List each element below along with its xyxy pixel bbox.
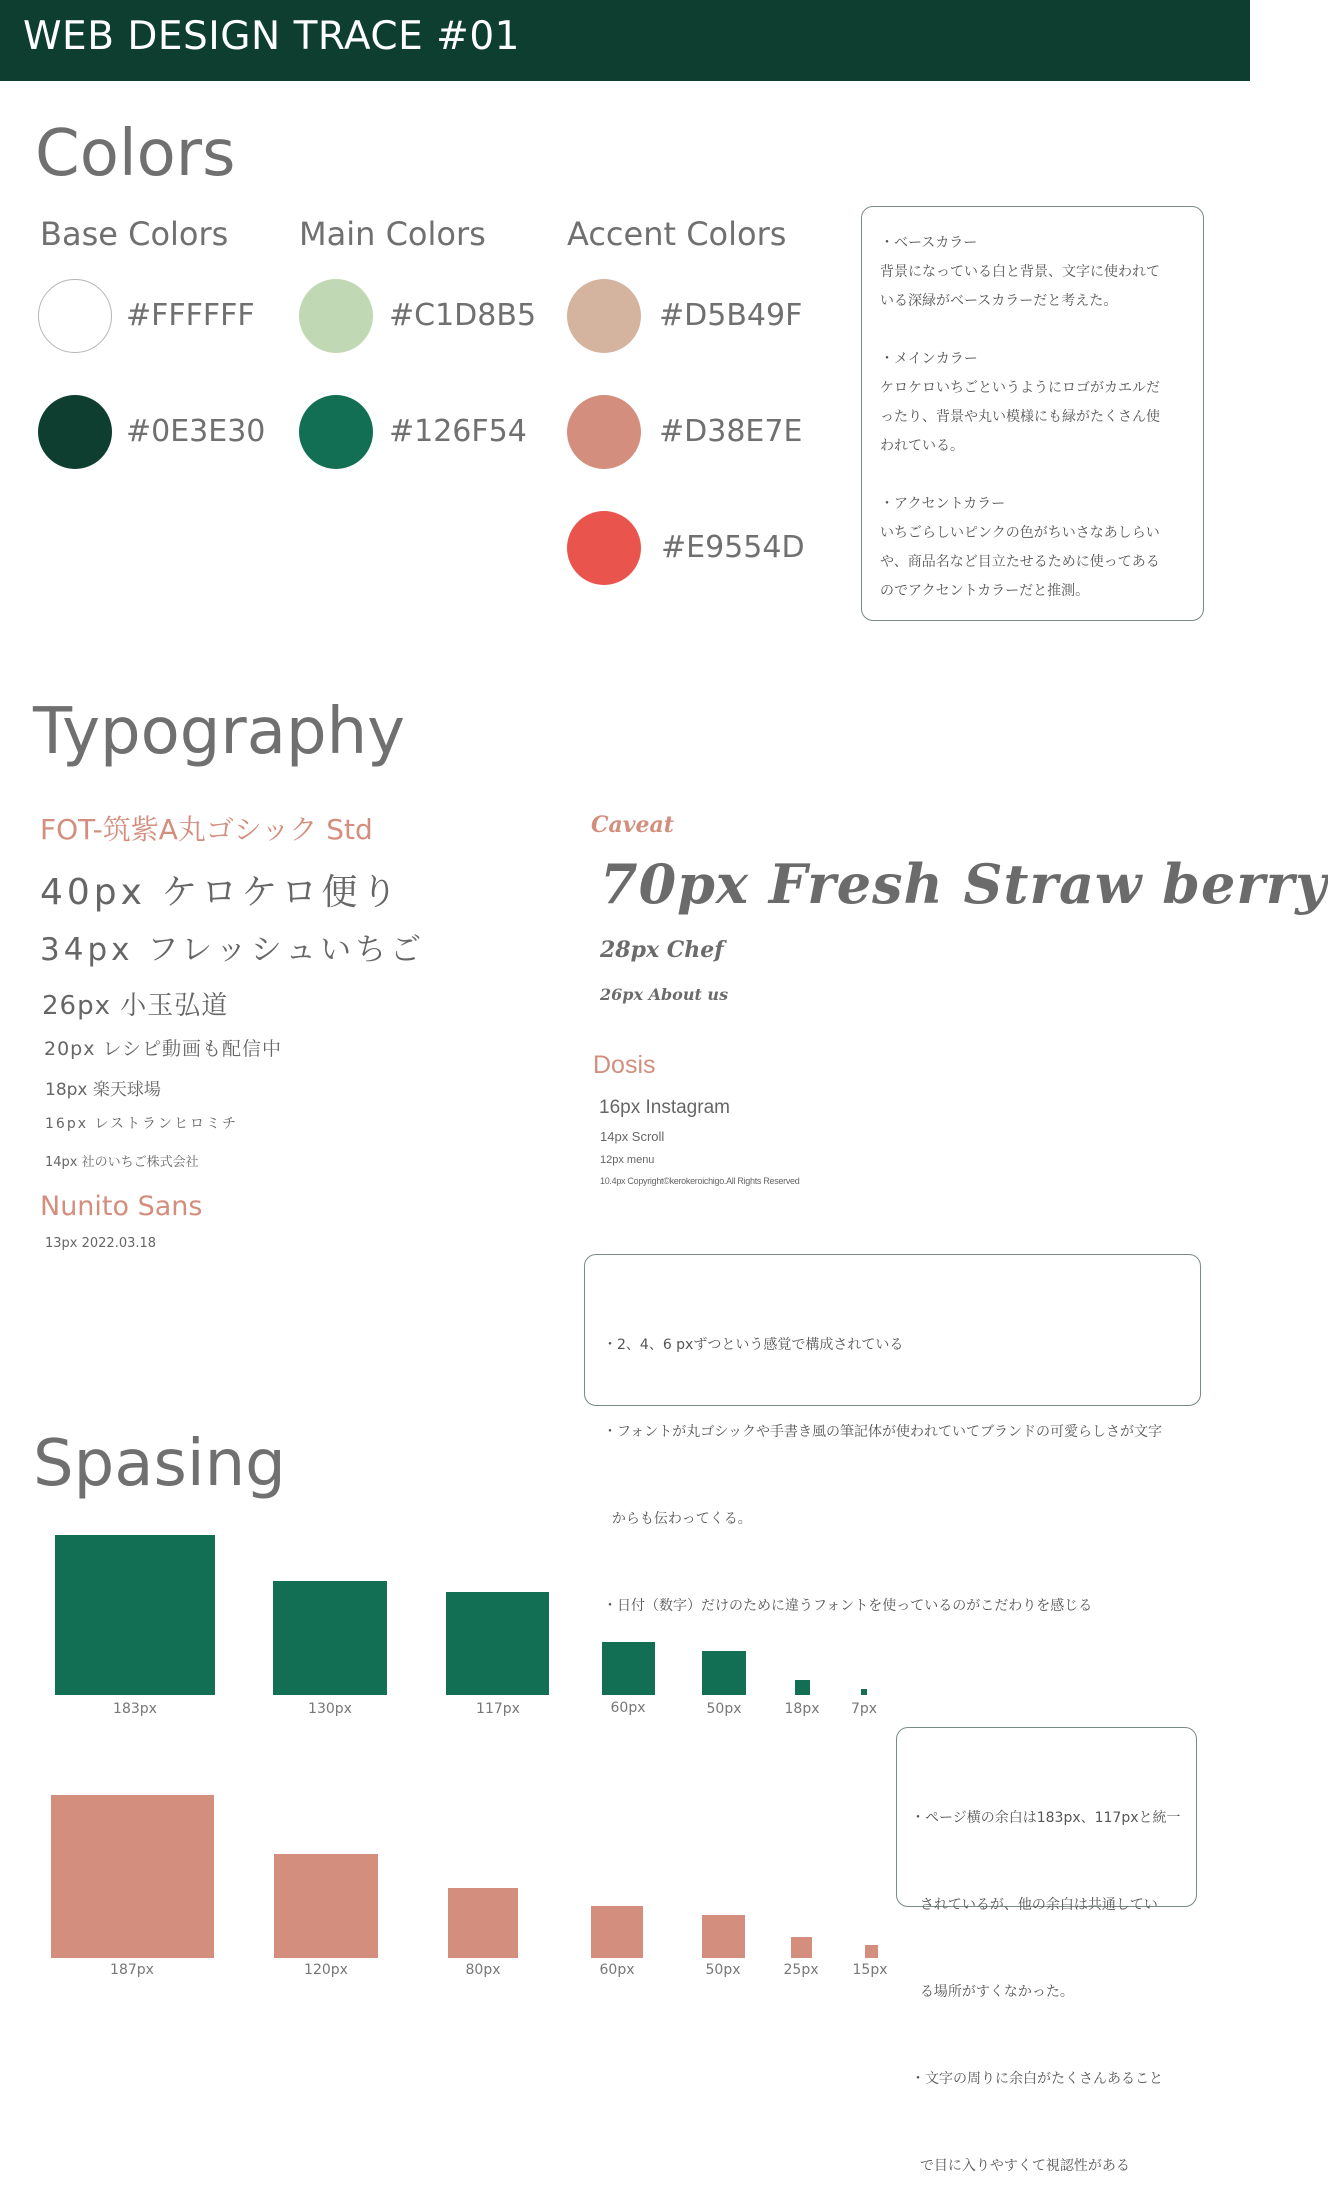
dosis-sample-16: 16px Instagram [599, 1097, 730, 1118]
dosis-sample-12: 12px menu [600, 1154, 655, 1166]
note-line: で目に入りやすくて視認性がある [911, 2158, 1130, 2174]
dosis-font-name: Dosis [593, 1051, 656, 1079]
swatch-accent-red [567, 511, 641, 585]
spacing-label: 15px [852, 1962, 888, 1978]
spacing-label: 60px [599, 1962, 635, 1978]
note-line: いる深緑がベースカラーだと考えた。 [880, 293, 1118, 309]
caveat-sample-26: 26px About us [600, 985, 729, 1004]
note-line: 背景になっている白と背景、文字に使われて [880, 264, 1160, 280]
note-line: われている。 [880, 438, 964, 454]
spacing-label: 187px [110, 1962, 154, 1978]
note-line: ケロケロいちごというようにロゴがカエルだ [880, 380, 1160, 396]
hex-base-dark-green: #0E3E30 [126, 414, 266, 449]
spacing-square-green [55, 1535, 215, 1695]
note-line: いちごらしいピンクの色がちいさなあしらい [880, 525, 1160, 541]
fot-sample-16: 16px レストランヒロミチ [45, 1116, 239, 1132]
fot-sample-34: 34px フレッシュいちご [40, 932, 426, 968]
note-line: のでアクセントカラーだと推測。 [880, 583, 1090, 599]
note-line: ・2、4、6 pxずつという感覚で構成されている [603, 1337, 904, 1353]
spacing-label: 130px [308, 1701, 352, 1717]
typography-section-title: Typography [33, 695, 405, 769]
spacing-square-pink [702, 1915, 745, 1958]
note-line: ・メインカラー [880, 351, 978, 367]
spacing-label: 50px [705, 1962, 741, 1978]
fot-sample-14: 14px 社のいちご株式会社 [45, 1155, 199, 1170]
fot-sample-40: 40px ケロケロ便り [40, 872, 402, 913]
fot-sample-18: 18px 楽天球場 [45, 1080, 161, 1100]
note-line: ・文字の周りに余白がたくさんあること [911, 2071, 1163, 2087]
colors-section-title: Colors [35, 117, 236, 191]
spacing-note-box [896, 1727, 1197, 2174]
spacing-square-pink [591, 1906, 643, 1958]
hex-accent-pink: #D38E7E [659, 414, 803, 449]
nunito-sample-13: 13px 2022.03.18 [45, 1236, 157, 1251]
swatch-base-dark-green [38, 395, 112, 469]
dosis-sample-14: 14px Scroll [600, 1129, 665, 1144]
spacing-square-green [795, 1680, 810, 1695]
page-title: WEB DESIGN TRACE #01 [23, 14, 520, 59]
nunito-font-name: Nunito Sans [40, 1191, 203, 1222]
caveat-sample-70: 70px Fresh Straw berry [600, 852, 1328, 916]
hex-main-light-green: #C1D8B5 [389, 298, 537, 333]
spacing-square-pink [448, 1888, 518, 1958]
note-line: や、商品名など目立たせるために使ってある [880, 554, 1160, 570]
note-line: ・アクセントカラー [880, 496, 1006, 512]
caveat-font-name: Caveat [591, 812, 674, 838]
note-line: からも伝わってくる。 [603, 1511, 752, 1527]
spacing-square-pink [274, 1854, 378, 1958]
spacing-square-green [446, 1592, 549, 1695]
spacing-label: 7px [850, 1701, 878, 1717]
spacing-section-title: Spasing [33, 1427, 286, 1501]
typography-note-box [584, 1254, 1201, 1614]
swatch-accent-beige [567, 279, 641, 353]
spacing-label: 60px [610, 1700, 646, 1716]
swatch-main-light-green [299, 279, 373, 353]
note-line: ・ページ横の余白は183px、117pxと統一 [911, 1810, 1181, 1826]
hex-accent-red: #E9554D [661, 530, 805, 565]
spacing-square-green [273, 1581, 387, 1695]
hex-accent-beige: #D5B49F [659, 298, 803, 333]
spacing-label: 25px [783, 1962, 819, 1978]
note-line: ・ベースカラー [880, 235, 978, 251]
note-line: ・フォントが丸ゴシックや手書き風の筆記体が使われていてブランドの可愛らしさが文字 [603, 1424, 1163, 1440]
base-colors-title: Base Colors [40, 215, 229, 253]
accent-colors-title: Accent Colors [567, 215, 787, 253]
caveat-sample-28: 28px Chef [600, 937, 724, 963]
spacing-square-green [861, 1689, 867, 1695]
dosis-sample-10: 10.4px Copyright©kerokeroichigo.All Rights Reserved [600, 1176, 800, 1186]
spacing-label: 50px [706, 1701, 742, 1717]
spacing-label: 18px [784, 1701, 820, 1717]
swatch-main-green [299, 395, 373, 469]
spacing-label: 120px [304, 1962, 348, 1978]
fot-sample-20: 20px レシピ動画も配信中 [44, 1038, 283, 1060]
spacing-square-pink [791, 1937, 812, 1958]
swatch-base-white [38, 279, 112, 353]
swatch-accent-pink [567, 395, 641, 469]
spacing-square-green [602, 1642, 655, 1695]
main-colors-title: Main Colors [299, 215, 486, 253]
note-line: されているが、他の余白は共通してい [911, 1897, 1158, 1913]
hex-base-white: #FFFFFF [126, 298, 255, 333]
note-line: ・日付（数字）だけのために違うフォントを使っているのがこだわりを感じる [603, 1598, 1093, 1614]
fot-font-name: FOT-筑紫A丸ゴシック Std [40, 813, 373, 846]
spacing-label: 183px [113, 1701, 157, 1717]
spacing-square-green [702, 1651, 746, 1695]
spacing-label: 117px [476, 1701, 520, 1717]
spacing-square-pink [865, 1945, 878, 1958]
spacing-label: 80px [465, 1962, 501, 1978]
fot-sample-26: 26px 小玉弘道 [42, 991, 229, 1021]
note-line [880, 316, 1185, 345]
colors-note-box [861, 206, 1204, 621]
spacing-square-pink [51, 1795, 214, 1958]
note-line: ったり、背景や丸い模様にも緑がたくさん使 [880, 409, 1160, 425]
note-line: る場所がすくなかった。 [911, 1984, 1074, 2000]
note-line [880, 461, 1185, 490]
hex-main-green: #126F54 [389, 414, 527, 449]
